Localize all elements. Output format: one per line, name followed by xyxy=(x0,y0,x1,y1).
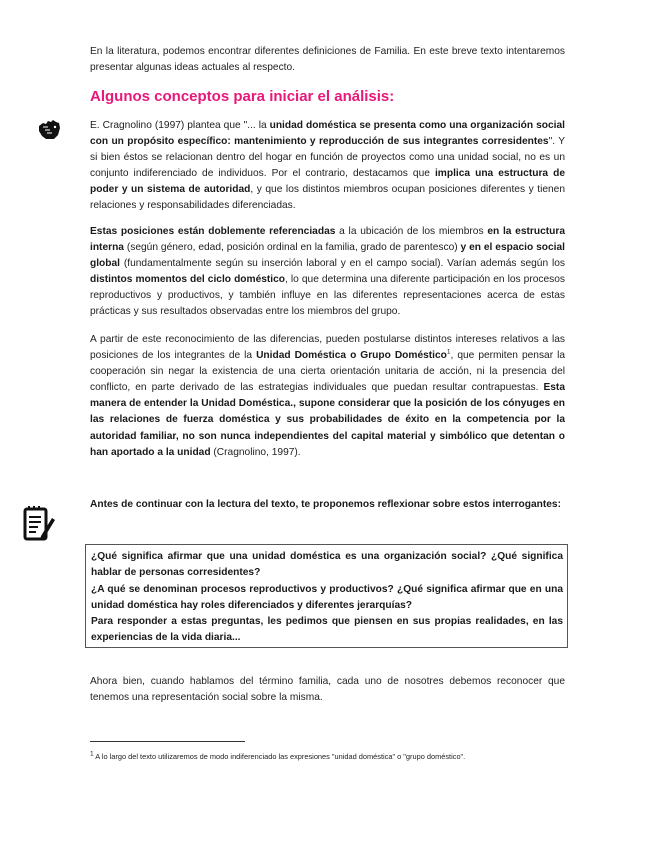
reflection-prompt: Antes de continuar con la lectura del texto, te proponemos reflexionar sobre estos interrogantes: xyxy=(90,499,561,510)
footnote: $^1$ A lo largo del texto utilizaremos de modo indiferenciado las expresiones "unidad doméstica" o "grupo doméstico". xyxy=(90,750,466,761)
paragraph-2: Estas posiciones están doblemente referenciadas a la ubicación de los miembros en la estructura interna (según género, edad, posición ordinal en la familia, grado de parentesco) y en el espacio social global (fundamentalmente según su inserción laboral y en el campo social). Varían además según los distintos momentos del ciclo doméstico, lo que determina una diferente participación en los procesos reproductivos y productivos, y también influye en las diferentes representaciones acerca de estas prácticas y sus resultados observadas entre los miembros del grupo. xyxy=(90,226,566,318)
section-heading: Algunos conceptos para iniciar el análisis: xyxy=(90,88,395,105)
question-3: Para responder a estas preguntas, les pedimos que piensen en sus propias realidades, en las experiencias de la vida diaria... xyxy=(91,616,563,644)
question-2: ¿A qué se denominan procesos reproductivos y productivos? ¿Qué significa afirmar que en una unidad doméstica hay roles diferenciados y diferentes jerarquías? xyxy=(91,583,563,611)
intro-paragraph: En la literatura, podemos encontrar diferentes definiciones de Familia. En este breve texto intentaremos presentar algunas ideas actuales al respecto. xyxy=(90,46,565,74)
questions-box xyxy=(85,544,568,648)
paragraph-1: E. Cragnolino (1997) plantea que "... la unidad doméstica se presenta como una organización social con un propósito específico: mantenimiento y reproducción de sus integrantes corresidentes". Y si bien éstos se relacionan dentro del hogar en función de proyectos como una unidad social, no es un conjunto indiferenciado de individuos. Por el contrario, destacamos que implica una estructura de poder y un sistema de autoridad, y que los distintos miembros ocupan posiciones diferentes y tienen relaciones y responsabilidades diferenciadas. xyxy=(90,120,565,212)
footnote-divider xyxy=(90,741,245,742)
pointing-hand-icon xyxy=(36,117,62,146)
footnote-reference[interactable]: 1 xyxy=(446,348,451,356)
notepad-pencil-icon xyxy=(22,505,56,548)
paragraph-3: A partir de este reconocimiento de las diferencias, pueden postularse distintos intereses relativos a las posiciones de los integrantes de la Unidad Doméstica o Grupo Doméstico$^1$, que permiten pensar la cooperación sin negar la existencia de una cierta orientación unitaria de acción, ni la presencia del conflicto, en parte derivado de las estrategias individuales que puedan resultar contrapuestas. Esta manera de entender la Unidad Doméstica., supone considerar que la posición de los cónyuges en las relaciones de fuerza doméstica y sus probabilidades de éxito en la competencia por la autoridad familiar, no son nunca independientes del capital material y simbólico que detentan o han aportado a la unidad (Cragnolino, 1997). xyxy=(90,334,566,458)
closing-paragraph: Ahora bien, cuando hablamos del término familia, cada uno de nosotres debemos reconocer que tenemos una representación social sobre la misma. xyxy=(90,676,565,704)
question-1: ¿Qué significa afirmar que una unidad doméstica es una organización social? ¿Qué significa hablar de personas corresidentes? xyxy=(91,551,563,579)
